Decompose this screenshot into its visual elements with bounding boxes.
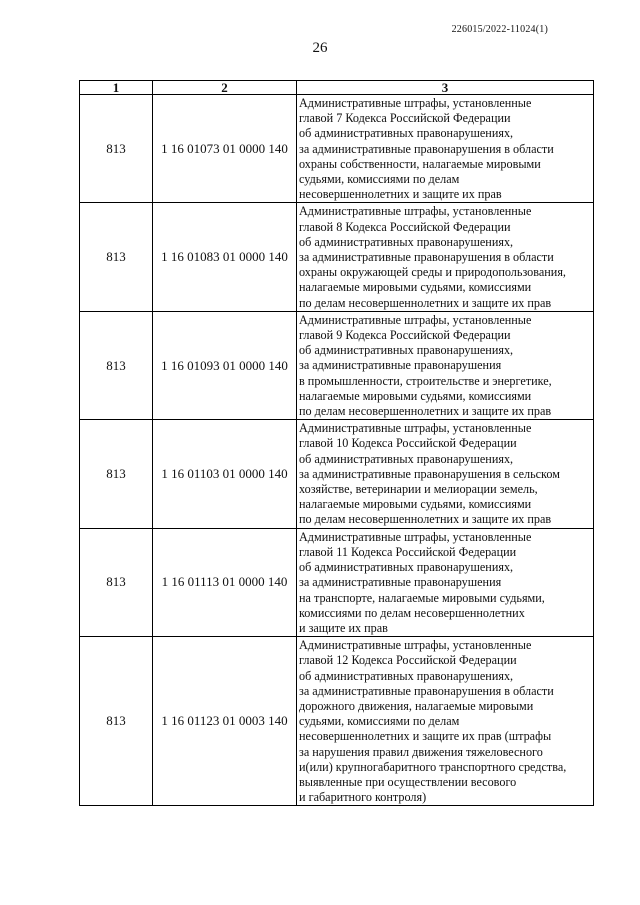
admin-code-cell: 813 [80,311,153,419]
description-line: по делам несовершеннолетних и защите их прав [299,295,552,310]
description-line: и(или) крупногабаритного транспортного средства, [299,759,567,774]
admin-code-cell: 813 [80,637,153,806]
description-line: выявленные при осуществлении весового [299,774,517,789]
table-row [80,203,594,311]
budget-codes-table [79,80,594,806]
budget-classification-code-cell: 1 16 01123 01 0003 140 [153,637,297,806]
revenue-description-cell [297,420,594,528]
description-line: охраны окружающей среды и природопользования, [299,265,566,280]
description-line: Административные штрафы, установленные [299,204,532,219]
description-line: дорожного движения, налагаемые мировыми [299,698,534,713]
description-line: за административные правонарушения в области [299,250,554,265]
description-line: об административных правонарушениях, [299,451,514,466]
table-row [80,420,594,528]
description-line: главой 9 Кодекса Российской Федерации [299,328,511,343]
table-row [80,311,594,419]
description-line: об административных правонарушениях, [299,126,514,141]
description-line: и защите их прав [299,620,388,635]
description-line: по делам несовершеннолетних и защите их прав [299,512,552,527]
budget-classification-code-cell: 1 16 01073 01 0000 140 [153,95,297,203]
description-line: об административных правонарушениях, [299,668,514,683]
description-line: налагаемые мировыми судьями, комиссиями [299,388,532,403]
table-row [80,95,594,203]
description-line: несовершеннолетних и защите их прав [299,187,502,202]
revenue-description-cell [297,528,594,636]
description-line: за нарушения правил движения тяжеловесного [299,744,543,759]
description-line: на транспорте, налагаемые мировыми судьями, [299,590,545,605]
description-line: хозяйстве, ветеринарии и мелиорации земель, [299,482,538,497]
revenue-description-cell [297,203,594,311]
description-line: по делам несовершеннолетних и защите их прав [299,404,552,419]
table-row [80,528,594,636]
admin-code-cell: 813 [80,95,153,203]
budget-classification-code-cell: 1 16 01113 01 0000 140 [153,528,297,636]
description-line: несовершеннолетних и защите их прав (штрафы [299,729,552,744]
column-header-1: 1 [80,81,153,95]
description-line: и габаритного контроля) [299,790,427,805]
description-line: судьями, комиссиями по делам [299,714,460,729]
description-line: главой 8 Кодекса Российской Федерации [299,219,511,234]
revenue-description-cell [297,95,594,203]
description-line: за административные правонарушения в области [299,683,554,698]
column-header-2: 2 [153,81,297,95]
description-line: за административные правонарушения [299,575,502,590]
table-header-row [80,81,594,95]
description-line: главой 10 Кодекса Российской Федерации [299,436,517,451]
description-line: об административных правонарушениях, [299,234,514,249]
description-line: главой 7 Кодекса Российской Федерации [299,111,511,126]
description-line: за административные правонарушения [299,358,502,373]
table-body [80,95,594,806]
description-line: комиссиями по делам несовершеннолетних [299,605,525,620]
description-line: главой 11 Кодекса Российской Федерации [299,544,517,559]
revenue-description-cell [297,311,594,419]
column-header-3: 3 [297,81,594,95]
admin-code-cell: 813 [80,420,153,528]
admin-code-cell: 813 [80,203,153,311]
budget-classification-code-cell: 1 16 01103 01 0000 140 [153,420,297,528]
description-line: налагаемые мировыми судьями, комиссиями [299,497,532,512]
description-line: Административные штрафы, установленные [299,96,532,110]
description-line: в промышленности, строительстве и энергетике, [299,373,552,388]
description-line: об административных правонарушениях, [299,560,514,575]
table-row [80,637,594,806]
description-line: Административные штрафы, установленные [299,638,532,653]
description-line: Административные штрафы, установленные [299,529,532,544]
description-line: за административные правонарушения в сельском [299,466,560,481]
description-line: налагаемые мировыми судьями, комиссиями [299,280,532,295]
admin-code-cell: 813 [80,528,153,636]
page-number: 26 [312,40,328,56]
revenue-description-cell [297,637,594,806]
description-line: за административные правонарушения в области [299,141,554,156]
budget-classification-code-cell: 1 16 01093 01 0000 140 [153,311,297,419]
description-line: охраны собственности, налагаемые мировыми [299,156,541,171]
description-line: об административных правонарушениях, [299,343,514,358]
description-line: Административные штрафы, установленные [299,312,532,327]
budget-classification-code-cell: 1 16 01083 01 0000 140 [153,203,297,311]
description-line: главой 12 Кодекса Российской Федерации [299,653,517,668]
document-id: 226015/2022-11024(1) [451,24,548,35]
description-line: судьями, комиссиями по делам [299,172,460,187]
description-line: Административные штрафы, установленные [299,421,532,436]
